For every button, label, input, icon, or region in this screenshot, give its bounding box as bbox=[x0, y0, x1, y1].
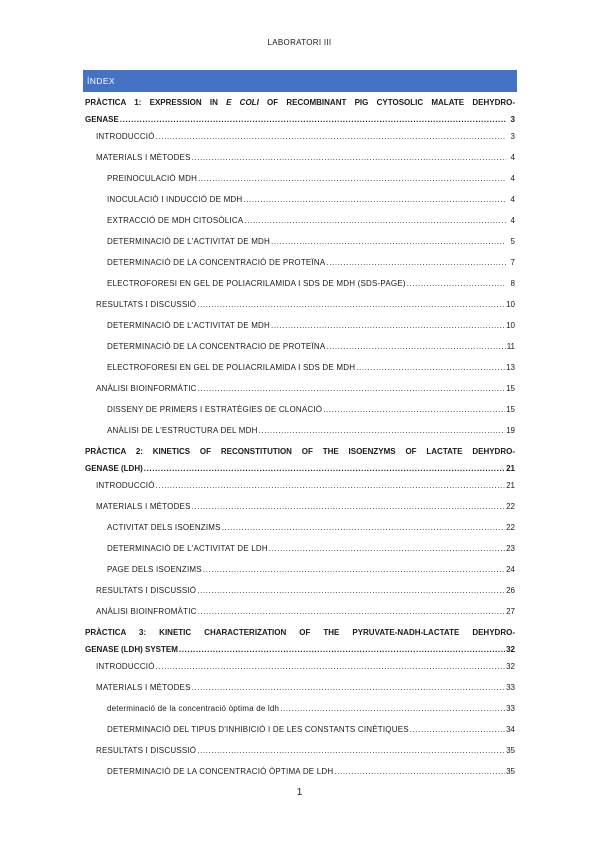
leader-dots bbox=[192, 682, 505, 694]
toc-subsection-entry[interactable] bbox=[85, 703, 515, 715]
index-heading: ÍNDEX bbox=[83, 70, 517, 92]
leader-dots bbox=[259, 425, 506, 437]
toc-title-text: OF RECOMBINANT PIG CYTOSOLIC MALATE DEHYDRO- bbox=[258, 98, 516, 107]
toc-section-entry[interactable] bbox=[85, 299, 515, 311]
toc-page-number: 32 bbox=[506, 662, 515, 671]
leader-dots bbox=[280, 703, 505, 715]
toc-section-entry[interactable] bbox=[85, 682, 515, 694]
toc-page-number: 35 bbox=[506, 767, 515, 776]
toc-subsection-entry[interactable] bbox=[85, 173, 515, 185]
toc-page-number: 15 bbox=[506, 405, 515, 414]
running-header: LABORATORI III bbox=[267, 38, 332, 47]
toc-section-entry[interactable] bbox=[85, 152, 515, 164]
toc-page-number: 8 bbox=[510, 279, 515, 288]
leader-dots bbox=[203, 564, 505, 576]
toc-page-number: 33 bbox=[506, 704, 515, 713]
toc-page-number: 10 bbox=[506, 300, 515, 309]
toc-title-text: MATERIALS I MÈTODES bbox=[96, 502, 191, 511]
toc-subsection-entry[interactable] bbox=[85, 522, 515, 534]
toc-subsection-entry[interactable] bbox=[85, 564, 515, 576]
toc-section-entry[interactable] bbox=[85, 585, 515, 597]
toc-page-number: 7 bbox=[510, 258, 515, 267]
leader-dots bbox=[356, 362, 505, 374]
toc-page-number: 10 bbox=[506, 321, 515, 330]
toc-page-number: 3 bbox=[510, 132, 515, 141]
toc-page-number: 5 bbox=[510, 237, 515, 246]
toc-title-text: MATERIALS I MÈTODES bbox=[96, 683, 191, 692]
toc-title-text: ANÀLISI BIOINFORMÀTIC bbox=[96, 384, 197, 393]
toc-title-text: DETERMINACIÓ DEL TIPUS D'INHIBICIÓ I DE LES CONSTANTS CINÈTIQUES bbox=[107, 725, 409, 734]
toc-page-number: 4 bbox=[510, 195, 515, 204]
leader-dots bbox=[192, 501, 505, 513]
toc-page-number: 15 bbox=[506, 384, 515, 393]
toc-chapter-entry[interactable] bbox=[85, 446, 515, 475]
toc-section-entry[interactable] bbox=[85, 606, 515, 618]
toc-title-text: DETERMINACIÓ DE L'ACTIVITAT DE LDH bbox=[107, 544, 268, 553]
leader-dots bbox=[198, 383, 505, 395]
toc-page-number: 13 bbox=[506, 363, 515, 372]
toc-title-text: ANÀLISI DE L'ESTRUCTURA DEL MDH bbox=[107, 426, 258, 435]
toc-title-text: ACTIVITAT DELS ISOENZIMS bbox=[107, 523, 221, 532]
toc-page-number: 22 bbox=[506, 502, 515, 511]
toc-title-text: DETERMINACIÓ DE LA CONCENTRACIO DE PROTEÏNA bbox=[107, 342, 326, 351]
toc-page-number: 22 bbox=[506, 523, 515, 532]
leader-dots bbox=[334, 766, 505, 778]
toc-page-number: 4 bbox=[510, 216, 515, 225]
toc-subsection-entry[interactable] bbox=[85, 236, 515, 248]
toc-title-text: GENASE (LDH) bbox=[85, 464, 143, 473]
page-number: 1 bbox=[296, 787, 303, 798]
toc-page-number: 21 bbox=[506, 481, 515, 490]
leader-dots bbox=[120, 114, 506, 126]
leader-dots bbox=[179, 644, 505, 656]
toc-subsection-entry[interactable] bbox=[85, 543, 515, 555]
leader-dots bbox=[243, 194, 506, 206]
leader-dots bbox=[156, 661, 505, 673]
leader-dots bbox=[198, 173, 506, 185]
toc-title-text: EXTRACCIÓ DE MDH CITOSÒLICA bbox=[107, 216, 244, 225]
toc-title-text: PAGE DELS ISOENZIMS bbox=[107, 565, 202, 574]
toc-page-number: 32 bbox=[506, 645, 515, 654]
toc-subsection-entry[interactable] bbox=[85, 724, 515, 736]
toc-title-text: GENASE (LDH) SYSTEM bbox=[85, 645, 178, 654]
toc-title-text: DETERMINACIÓ DE L'ACTIVITAT DE MDH bbox=[107, 321, 271, 330]
toc-page-number: 4 bbox=[510, 174, 515, 183]
leader-dots bbox=[271, 320, 505, 332]
toc-page-number: 27 bbox=[506, 607, 515, 616]
leader-dots bbox=[197, 299, 505, 311]
toc-subsection-entry[interactable] bbox=[85, 194, 515, 206]
toc-page-number: 21 bbox=[506, 464, 515, 473]
toc-title-text: MATERIALS I MÈTODES bbox=[96, 153, 191, 162]
toc-title-text: INTRODUCCIÓ bbox=[96, 481, 155, 490]
toc-subsection-entry[interactable] bbox=[85, 425, 515, 437]
toc-title-text: PRÀCTICA 3: KINETIC CHARACTERIZATION OF THE PYRUVATE-NADH-LACTATE DEHYDRO- bbox=[85, 628, 515, 637]
toc-page-number: 4 bbox=[510, 153, 515, 162]
toc-title-text: determinació de la concentració òptima de ldh bbox=[107, 704, 280, 713]
toc-title-text: INTRODUCCIÓ bbox=[96, 132, 155, 141]
leader-dots bbox=[326, 341, 505, 353]
leader-dots bbox=[269, 543, 505, 555]
toc-page-number: 33 bbox=[506, 683, 515, 692]
leader-dots bbox=[326, 257, 506, 269]
toc-chapter-title-line1 bbox=[85, 97, 515, 109]
toc-page-number: 35 bbox=[506, 746, 515, 755]
leader-dots bbox=[192, 152, 506, 164]
leader-dots bbox=[144, 463, 505, 475]
table-of-contents bbox=[85, 97, 515, 787]
toc-title-text: ELECTROFORESI EN GEL DE POLIACRILAMIDA I SDS DE MDH bbox=[107, 363, 356, 372]
toc-title-text: PRÀCTICA 1: EXPRESSION IN bbox=[85, 98, 227, 107]
toc-title-text: DETERMINACIÓ DE L'ACTIVITAT DE MDH bbox=[107, 237, 271, 246]
toc-section-entry[interactable] bbox=[85, 501, 515, 513]
toc-title-text: ELECTROFORESI EN GEL DE POLIACRILAMIDA I SDS DE MDH (SDS-PAGE) bbox=[107, 279, 406, 288]
toc-section-entry[interactable] bbox=[85, 383, 515, 395]
toc-page-number: 34 bbox=[506, 725, 515, 734]
leader-dots bbox=[156, 131, 506, 143]
leader-dots bbox=[222, 522, 505, 534]
toc-subsection-entry[interactable] bbox=[85, 766, 515, 778]
toc-chapter-title-line1 bbox=[85, 446, 515, 458]
leader-dots bbox=[197, 745, 505, 757]
toc-title-text: ANÀLISI BIOINFROMÀTIC bbox=[96, 607, 197, 616]
toc-title-text: DETERMINACIÓ DE LA CONCENTRACIÓ DE PROTEÏNA bbox=[107, 258, 326, 267]
toc-subsection-entry[interactable] bbox=[85, 320, 515, 332]
toc-page-number: 3 bbox=[510, 115, 515, 124]
toc-title-text: INOCULACIÓ I INDUCCIÓ DE MDH bbox=[107, 195, 243, 204]
toc-title-text: RESULTATS I DISCUSSIÓ bbox=[96, 746, 197, 755]
toc-page-number: 23 bbox=[506, 544, 515, 553]
leader-dots bbox=[156, 480, 505, 492]
toc-title-text: PREINOCULACIÓ MDH bbox=[107, 174, 198, 183]
toc-subsection-entry[interactable] bbox=[85, 215, 515, 227]
toc-section-entry[interactable] bbox=[85, 480, 515, 492]
toc-page-number: 19 bbox=[506, 426, 515, 435]
toc-subsection-entry[interactable] bbox=[85, 278, 515, 290]
leader-dots bbox=[244, 215, 506, 227]
toc-chapter-entry[interactable] bbox=[85, 97, 515, 126]
toc-page-number: 11 bbox=[506, 342, 515, 351]
toc-title-text: RESULTATS I DISCUSSIÓ bbox=[96, 586, 197, 595]
leader-dots bbox=[198, 606, 505, 618]
toc-title-text: RESULTATS I DISCUSSIÓ bbox=[96, 300, 197, 309]
toc-title-text: DISSENY DE PRIMERS I ESTRATÈGIES DE CLONACIÓ bbox=[107, 405, 323, 414]
leader-dots bbox=[410, 724, 505, 736]
toc-subsection-entry[interactable] bbox=[85, 257, 515, 269]
toc-title-text: INTRODUCCIÓ bbox=[96, 662, 155, 671]
toc-subsection-entry[interactable] bbox=[85, 341, 515, 353]
toc-subsection-entry[interactable] bbox=[85, 404, 515, 416]
toc-title-text: DETERMINACIÓ DE LA CONCENTRACIÓ ÒPTIMA DE LDH bbox=[107, 767, 334, 776]
toc-section-entry[interactable] bbox=[85, 661, 515, 673]
toc-page-number: 24 bbox=[506, 565, 515, 574]
toc-section-entry[interactable] bbox=[85, 131, 515, 143]
toc-subsection-entry[interactable] bbox=[85, 362, 515, 374]
toc-title-text: GENASE bbox=[85, 115, 119, 124]
leader-dots bbox=[323, 404, 505, 416]
toc-chapter-title-line1 bbox=[85, 627, 515, 639]
toc-title-text: PRÀCTICA 2: KINETICS OF RECONSTITUTION OF THE ISOENZYMS OF LACTATE DEHYDRO- bbox=[85, 447, 515, 456]
toc-page-number: 26 bbox=[506, 586, 515, 595]
toc-chapter-entry[interactable] bbox=[85, 627, 515, 656]
toc-title-italic: E COLI bbox=[226, 98, 259, 107]
toc-section-entry[interactable] bbox=[85, 745, 515, 757]
leader-dots bbox=[407, 278, 506, 290]
leader-dots bbox=[271, 236, 506, 248]
leader-dots bbox=[197, 585, 505, 597]
